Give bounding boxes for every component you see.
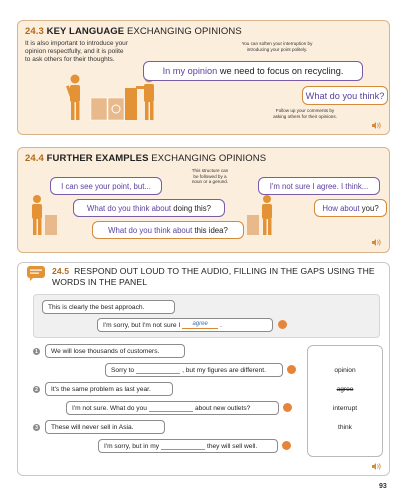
prompt-text: We will lose thousands of customers. [51, 347, 160, 355]
answer-gap-2[interactable] [149, 404, 193, 412]
answer-gap-3[interactable] [161, 442, 205, 450]
prompt-text: These will never sell in Asia. [51, 423, 134, 431]
audio-speaker-icon[interactable] [372, 239, 381, 246]
bubble-not-sure-agree [258, 177, 380, 195]
title-rest: EXCHANGING OPINIONS [151, 153, 267, 164]
example-response [97, 318, 273, 332]
title-line: WORDS IN THE PANEL [52, 277, 148, 287]
title-bold: FURTHER EXAMPLES [46, 153, 149, 164]
note-noun-or-gerund [180, 168, 240, 185]
section-number: 24.3 [25, 26, 44, 37]
speaker-avatar-icon [283, 403, 292, 412]
item-2-response [66, 401, 279, 415]
bubble-rest: we need to focus on recycling. [219, 66, 344, 76]
word-think: think [338, 424, 352, 431]
section-24-3-title [25, 26, 242, 37]
section-number: 24.5 [52, 266, 70, 276]
item-3-prompt [45, 420, 165, 434]
item-3-response [98, 439, 278, 453]
speaker-avatar-icon [287, 365, 296, 374]
speech-bubble-icon [27, 266, 45, 281]
bubble-rest: you? [361, 203, 379, 213]
highlight-phrase: What do you think about [87, 203, 172, 213]
intro-line: to ask others for their thoughts. [25, 56, 115, 64]
title-bold: KEY LANGUAGE [46, 26, 125, 37]
section-24-4-title [25, 153, 266, 164]
example-prompt [42, 300, 175, 314]
note-line: asking others for their opinions. [273, 113, 337, 119]
word-interrupt: interrupt [332, 405, 358, 412]
item-1-prompt [45, 344, 185, 358]
right-man-illustration [246, 193, 276, 237]
bubble-what-do-you-think [302, 86, 388, 105]
response-pre: I'm not sure. What do you [72, 404, 147, 412]
note-line: noun or a gerund. [191, 179, 229, 185]
word-agree-crossed: agree [336, 386, 354, 393]
response-pre: I'm sorry, but I'm not sure I [103, 321, 181, 329]
intro-line: opinion respectfully, and it is polite [25, 48, 124, 56]
note-line: This structure can [191, 168, 229, 173]
response-post: they will sell well. [207, 442, 258, 450]
audio-speaker-icon[interactable] [372, 122, 381, 129]
item-number: 2 [33, 386, 40, 393]
bubble-rest: doing this? [173, 203, 211, 213]
title-line: RESPOND OUT LOUD TO THE AUDIO, FILLING IN THE GAPS USING THE [74, 266, 375, 276]
note-soften-interruption [222, 41, 332, 52]
item-2-prompt [45, 382, 173, 396]
speaker-avatar-icon [282, 441, 291, 450]
answer-gap-1[interactable] [136, 366, 180, 374]
left-man-illustration [29, 193, 59, 237]
bubble-in-my-opinion [143, 61, 363, 81]
bubble-text: I can see your point, but... [61, 181, 151, 191]
note-follow-up [255, 108, 355, 119]
bubble-rest: this idea? [194, 225, 228, 235]
word-panel [307, 345, 383, 457]
section-number: 24.4 [25, 153, 44, 164]
item-number: 1 [33, 348, 40, 355]
prompt-text: This is clearly the best approach. [48, 303, 145, 311]
example-answer-gap: agree [182, 321, 218, 329]
title-rest: EXCHANGING OPINIONS [126, 26, 242, 37]
item-number: 3 [33, 424, 40, 431]
section-24-3-intro [25, 40, 155, 65]
bubble-text: I'm not sure I agree. I think... [269, 181, 369, 191]
highlight-phrase: How about [322, 203, 360, 213]
speaker-avatar-icon [278, 320, 287, 329]
note-line: be followed by a [193, 173, 227, 179]
item-1-response [105, 363, 283, 377]
note-line: You can soften your interruption by [241, 41, 313, 46]
highlight-phrase: In my opinion [162, 66, 218, 76]
bubble-see-your-point [50, 177, 162, 195]
response-post: , but my figures are different. [182, 366, 266, 374]
response-pre: I'm sorry, but in my [104, 442, 159, 450]
word-opinion: opinion [334, 367, 356, 374]
note-line: introducing your point politely. [246, 46, 308, 52]
note-line: Follow up your comments by [275, 108, 335, 113]
response-post: . [220, 321, 222, 329]
section-24-5-title [52, 266, 375, 288]
bubble-how-about-you [314, 199, 387, 217]
highlight-phrase: What do you think? [305, 90, 385, 101]
intro-line: It is also important to introduce your [25, 40, 128, 47]
audio-speaker-icon[interactable] [372, 463, 381, 470]
bubble-this-idea [92, 221, 244, 239]
page-number: 93 [379, 483, 387, 490]
prompt-text: It's the same problem as last year. [51, 385, 151, 393]
response-pre: Sorry to [111, 366, 135, 374]
bubble-doing-this [73, 199, 225, 217]
highlight-phrase: What do you think about [108, 225, 193, 235]
response-post: about new outlets? [194, 404, 251, 412]
